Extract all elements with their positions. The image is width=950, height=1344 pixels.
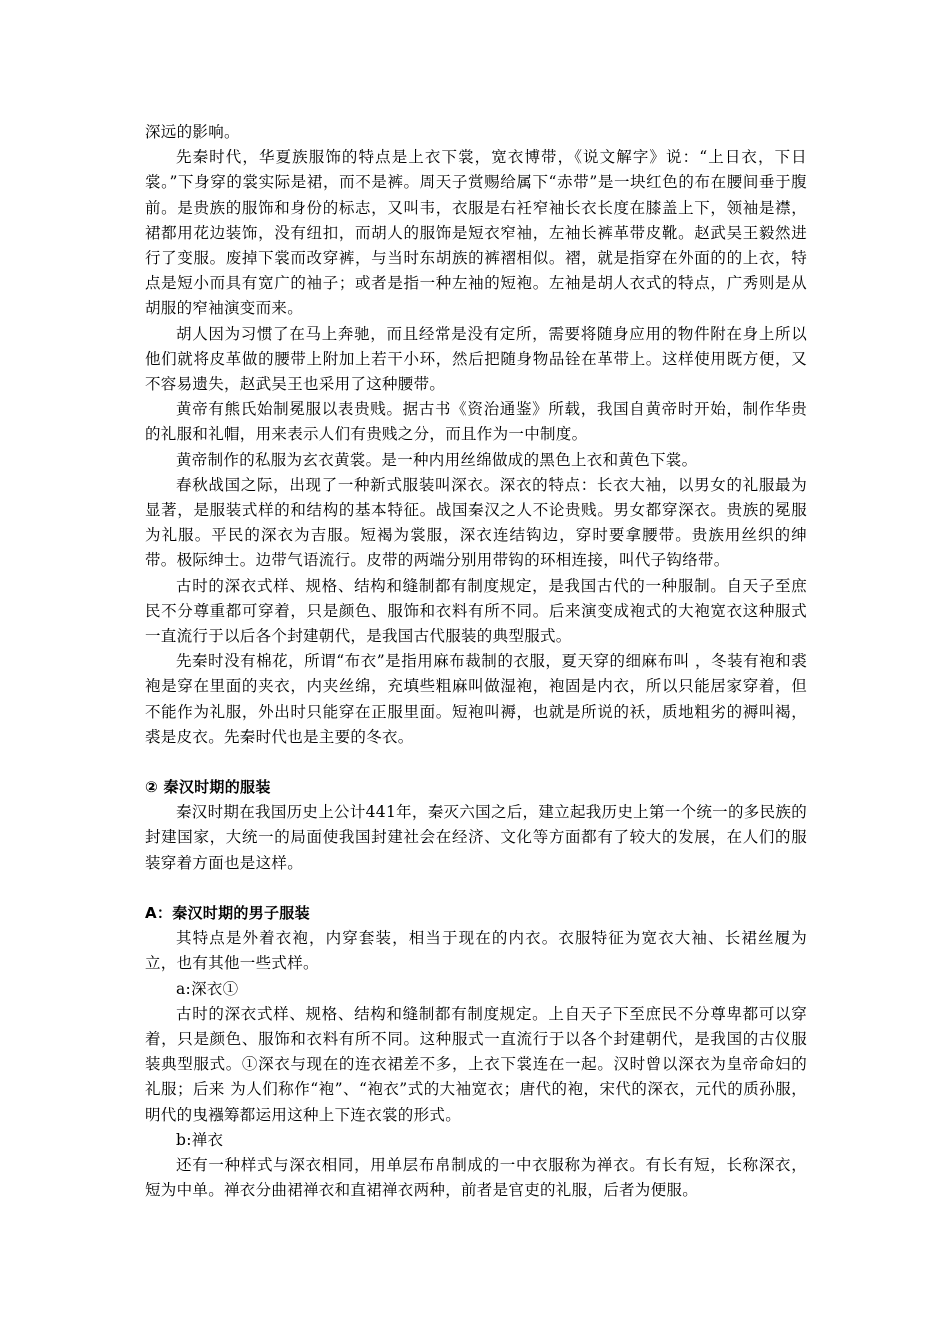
paragraph-huangdi-ceremonial: 黄帝有熊氏始制冕服以表贵贱。据古书《资治通鉴》所载，我国自黄帝时开始，制作华贵的礼服和礼帽，用来表示人们有贵贱之分，而且作为一中制度。: [145, 400, 807, 444]
document-body: [145, 120, 807, 1203]
spacer: [145, 750, 807, 775]
spacer: [145, 876, 807, 901]
paragraph-shenyi-system: 古时的深衣式样、规格、结构和缝制都有制度规定，是我国古代的一种服制。自天子至庶民不分尊重都可穿着，只是颜色、服饰和衣料有所不同。后来演变成袍式的大袍宽衣这种服式一直流行于以后各个封建朝代，是我国古代服装的典型服式。: [145, 576, 807, 646]
paragraph-pre-qin-clothing: 先秦时代，华夏族服饰的特点是上衣下裳，宽衣博带，《说文解字》说：“上日衣，下日裳。”下身穿的裳实际是裙，而不是裤。周天子赏赐给属下“赤带”是一块红色的布在腰间垂于腹前。是贵族的服饰和身份的标志，又叫韦，衣服是右衽窄袖长衣长度在膝盖上下，领袖是襟，裙都用花边装饰，没有纽扣，而胡人的服饰是短衣窄袖，左袖长裤革带皮靴。赵武吴王毅然进行了变服。废掉下裳而改穿裤，与当时东胡族的裤褶相似。褶，就是指穿在外面的的上衣，特点是短小而具有宽广的袖子；或者是指一种左袖的短袍。左袖是胡人衣式的特点，广秀则是从胡服的窄袖演变而来。: [145, 148, 807, 318]
subheading-chanyi: b:禅衣: [176, 1130, 224, 1149]
section-heading-qin-han: ② 秦汉时期的服装: [145, 778, 271, 797]
paragraph-shenyi: 春秋战国之际，出现了一种新式服装叫深衣。深衣的特点：长衣大袖，以男女的礼服最为显著，是服装式样的和结构的基本特征。战国秦汉之人不论贵贱。男女都穿深衣。贵族的冕服为礼服。平民的深衣为吉服。短褐为裳服，深衣连结钩边，穿时要拿腰带。贵族用丝织的绅带。极际绅士。边带气语流行。皮带的两端分别用带钩的环相连接，叫代子钩络带。: [145, 475, 807, 570]
paragraph-shenyi-detail: 古时的深衣式样、规格、结构和缝制都有制度规定。上自天子下至庶民不分尊卑都可以穿着，只是颜色、服饰和衣料有所不同。这种服式一直流行于以各个封建朝代，是我国的古仪服装典型服式。①深衣与现在的连衣裙差不多，上衣下裳连在一起。汉时曾以深衣为皇帝命妇的礼服；后来 为人们称作“袍”、“袍衣”式的大袖宽衣；唐代的袍，宋代的深衣，元代的质孙服，明代的曳襁筹都运用这种上下连衣裳的形式。: [145, 1004, 807, 1124]
paragraph-hu-belt: 胡人因为习惯了在马上奔驰，而且经常是没有定所，需要将随身应用的物件附在身上所以他们就将皮革做的腰带上附加上若干小环，然后把随身物品铨在革带上。这样使用既方便，又不容易遗失，赵武吴王也采用了这种腰带。: [145, 324, 807, 394]
section-heading-men-clothing: A：秦汉时期的男子服装: [145, 903, 310, 922]
paragraph-qin-han: 秦汉时期在我国历史上公计441年，秦灭六国之后，建立起我历史上第一个统一的多民族的封建国家，大统一的局面使我国封建社会在经济、文化等方面都有了较大的发展，在人们的服装穿着方面也是这样。: [145, 803, 807, 872]
paragraph-continuation: 深远的影响。: [145, 123, 240, 141]
paragraph-chanyi: 还有一种样式与深衣相同，用单层布帛制成的一中衣服称为禅衣。有长有短，长称深衣，短为中单。禅衣分曲裙禅衣和直裙禅衣两种，前者是官吏的礼服，后者为便服。: [145, 1155, 807, 1200]
paragraph-men-intro: 其特点是外着衣袍，内穿套装，相当于现在的内衣。衣服特征为宽衣大袖、长裙丝履为立，也有其他一些式样。: [145, 929, 807, 973]
subheading-shenyi: a:深衣①: [176, 979, 239, 998]
paragraph-buyi: 先秦时没有棉花，所谓“布衣”是指用麻布裁制的衣服，夏天穿的细麻布叫 ，冬装有袍和裘袍是穿在里面的夹衣，内夹丝绵，充填些粗麻叫做湿袍，袍固是内衣，所以只能居家穿着，但不能作为礼服，外出时只能穿在正服里面。短袍叫褥，也就是所说的袄，质地粗劣的褥叫褐，裘是皮衣。先秦时代也是主要的冬衣。: [145, 652, 807, 746]
paragraph-huangdi-private: 黄帝制作的私服为玄衣黄裳。是一种内用丝绵做成的黑色上衣和黄色下裳。: [176, 450, 698, 469]
